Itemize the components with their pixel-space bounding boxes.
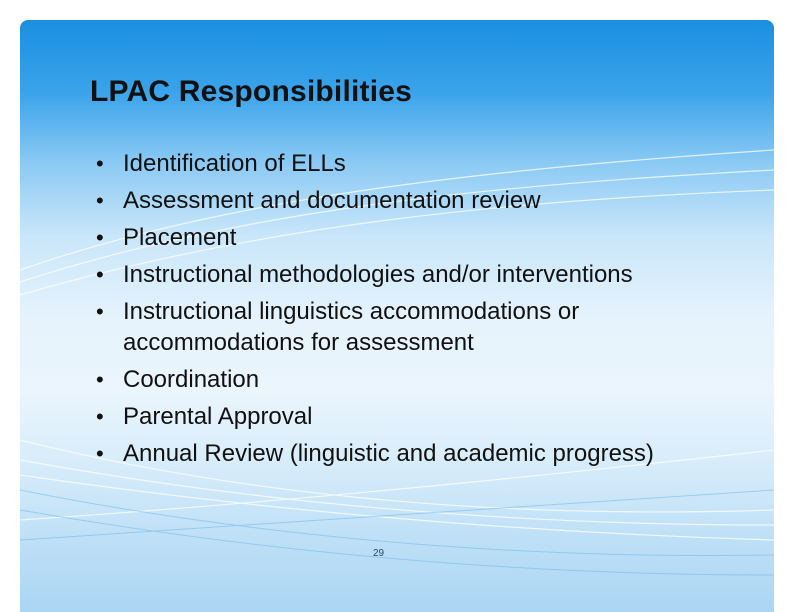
slide-title: LPAC Responsibilities bbox=[90, 75, 413, 108]
page-number: 29 bbox=[373, 548, 385, 559]
bullet-text: Parental Approval bbox=[123, 403, 313, 430]
bullet-item bbox=[96, 438, 676, 469]
bullet-item bbox=[96, 222, 676, 253]
bullet-item bbox=[96, 296, 676, 358]
bullet-item bbox=[96, 185, 676, 216]
bullet-item bbox=[96, 259, 676, 290]
bullet-icon: • bbox=[96, 441, 104, 466]
bullet-icon: • bbox=[96, 367, 104, 392]
bullet-icon: • bbox=[96, 262, 104, 287]
bullet-text: Identification of ELLs bbox=[123, 150, 346, 177]
bullet-text: Annual Review (linguistic and academic progress) bbox=[123, 440, 654, 467]
bullet-icon: • bbox=[96, 225, 104, 250]
bullet-icon: • bbox=[96, 404, 104, 429]
bullet-item bbox=[96, 401, 676, 432]
bullet-list bbox=[96, 148, 676, 475]
bullet-text: Placement bbox=[123, 224, 237, 251]
bullet-item bbox=[96, 364, 676, 395]
bullet-icon: • bbox=[96, 299, 104, 324]
bullet-text: Instructional linguistics accommodations or accommodations for assessment bbox=[123, 298, 580, 356]
bullet-text: Assessment and documentation review bbox=[123, 187, 541, 214]
bullet-text: Coordination bbox=[123, 366, 260, 393]
bullet-text: Instructional methodologies and/or interventions bbox=[123, 261, 633, 288]
bullet-item bbox=[96, 148, 676, 179]
bullet-icon: • bbox=[96, 151, 104, 176]
bullet-icon: • bbox=[96, 188, 104, 213]
